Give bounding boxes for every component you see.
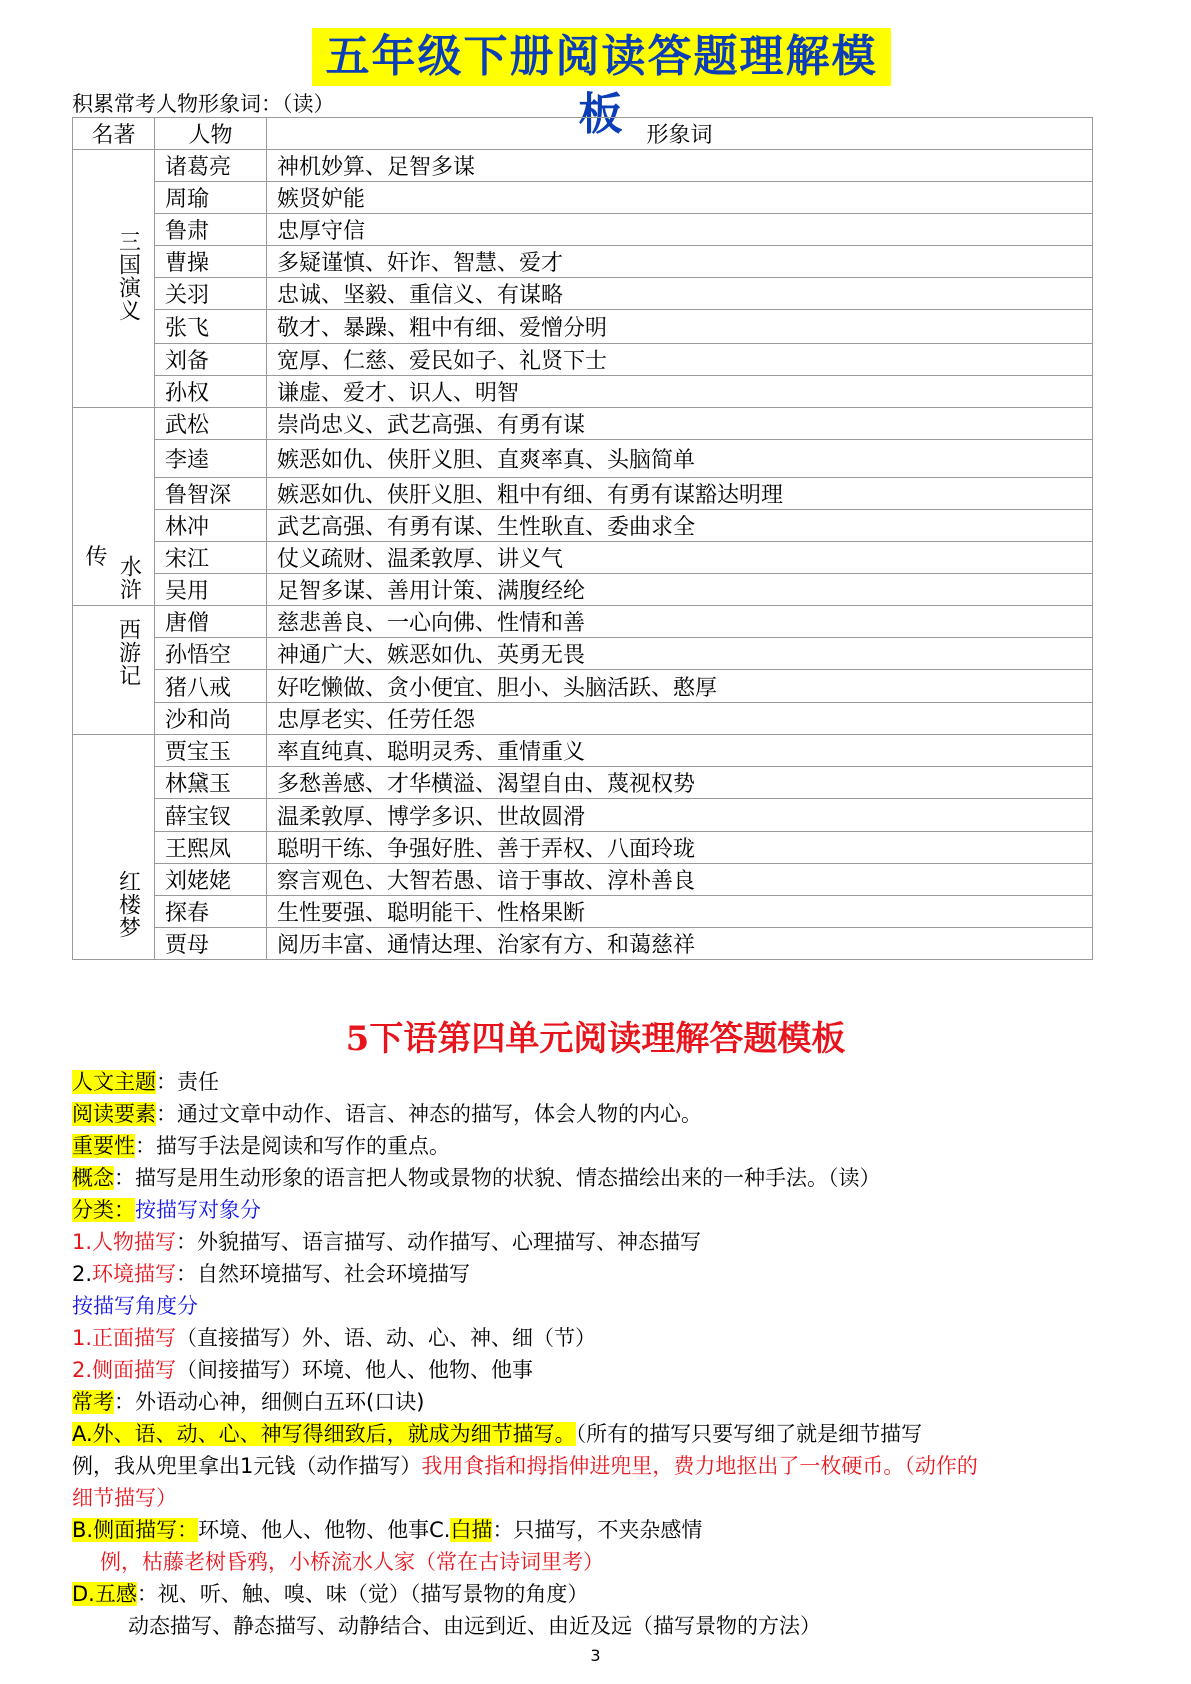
person-cell: 林黛玉 — [155, 767, 267, 799]
element-label: 阅读要素 — [72, 1102, 156, 1126]
b-highlight: B.侧面描写： — [72, 1518, 199, 1542]
person-desc-line — [72, 1228, 701, 1256]
importance-label: 重要性 — [72, 1134, 135, 1158]
person-cell: 探春 — [155, 896, 267, 928]
person-cell: 关羽 — [155, 278, 267, 310]
angle-line: 按描写角度分 — [72, 1294, 198, 1318]
book-title: 西游记 — [115, 618, 141, 687]
importance-text: ：描写手法是阅读和写作的重点。 — [135, 1134, 450, 1158]
table-row — [73, 344, 1093, 376]
b-text: 环境、他人、他物、他事C. — [198, 1518, 451, 1542]
table-row — [73, 767, 1093, 799]
env-desc-line — [72, 1260, 470, 1288]
table-row — [73, 478, 1093, 510]
person-cell: 沙和尚 — [155, 703, 267, 735]
words-cell: 仗义疏财、温柔敦厚、讲义气 — [267, 542, 1093, 574]
book-title: 水浒 — [116, 555, 142, 601]
c-text: ：只描写，不夹杂感情 — [492, 1518, 703, 1542]
often-text: ：外语动心神，细侧白五环(口诀) — [114, 1390, 425, 1414]
table-row — [73, 246, 1093, 278]
book-title: 红楼梦 — [115, 870, 141, 939]
table-row — [73, 606, 1093, 638]
person-cell: 王熙凤 — [155, 832, 267, 864]
a-text: （所有的描写只要写细了就是细节描写 — [575, 1422, 923, 1446]
character-table — [72, 117, 1093, 960]
words-cell: 好吃懒做、贪小便宜、胆小、头脑活跃、憨厚 — [267, 670, 1093, 703]
front-label: 1.正面描写 — [72, 1326, 177, 1350]
importance-line — [72, 1132, 450, 1160]
person-num: 1. — [72, 1230, 93, 1254]
concept-label: 概念 — [72, 1166, 114, 1190]
class-text: 按描写对象分 — [135, 1198, 261, 1222]
words-cell: 神通广大、嫉恶如仇、英勇无畏 — [267, 638, 1093, 670]
person-cell: 李逵 — [155, 440, 267, 478]
person-cell: 曹操 — [155, 246, 267, 278]
person-cell: 宋江 — [155, 542, 267, 574]
words-cell: 忠厚老实、任劳任怨 — [267, 703, 1093, 735]
side-line — [72, 1356, 533, 1384]
words-cell: 忠厚守信 — [267, 214, 1093, 246]
words-cell: 聪明干练、争强好胜、善于弄权、八面玲珑 — [267, 832, 1093, 864]
words-cell: 多疑谨慎、奸诈、智慧、爱才 — [267, 246, 1093, 278]
a-line — [72, 1420, 922, 1448]
person-cell: 孙权 — [155, 376, 267, 408]
person-cell: 猪八戒 — [155, 670, 267, 703]
table-row — [73, 638, 1093, 670]
front-line — [72, 1324, 596, 1352]
table-row — [73, 214, 1093, 246]
front-text: （直接描写）外、语、动、心、神、细（节） — [176, 1326, 597, 1350]
d-text: ：视、听、触、嗅、味（觉）（描写景物的角度） — [136, 1582, 589, 1606]
table-row — [73, 440, 1093, 478]
table-intro: 积累常考人物形象词：（读） — [72, 92, 335, 116]
person-cell: 鲁肃 — [155, 214, 267, 246]
book-cell — [73, 408, 155, 606]
table-row — [73, 799, 1093, 832]
table-row — [73, 832, 1093, 864]
table-row — [73, 864, 1093, 896]
words-cell: 嫉恶如仇、侠肝义胆、粗中有细、有勇有谋豁达明理 — [267, 478, 1093, 510]
person-cell: 周瑜 — [155, 182, 267, 214]
words-cell: 嫉恶如仇、侠肝义胆、直爽率真、头脑简单 — [267, 440, 1093, 478]
b-line — [72, 1516, 702, 1544]
person-cell: 武松 — [155, 408, 267, 440]
env-num: 2. — [72, 1262, 93, 1286]
concept-line — [72, 1164, 881, 1192]
table-row — [73, 150, 1093, 182]
words-cell: 温柔敦厚、博学多识、世故圆滑 — [267, 799, 1093, 832]
words-cell: 谦虚、爱才、识人、明智 — [267, 376, 1093, 408]
table-row — [73, 735, 1093, 767]
section-title: 5下语第四单元阅读理解答题模板 — [345, 1019, 846, 1059]
method-line: 动态描写、静态描写、动静结合、由远到近、由近及远（描写景物的方法） — [128, 1614, 821, 1638]
table-row — [73, 408, 1093, 440]
book-title: 三国演义 — [115, 229, 141, 322]
person-cell: 鲁智深 — [155, 478, 267, 510]
element-line — [72, 1100, 702, 1128]
person-text: ：外貌描写、语言描写、动作描写、心理描写、神态描写 — [176, 1230, 702, 1254]
table-row — [73, 542, 1093, 574]
words-cell: 阅历丰富、通情达理、治家有方、和蔼慈祥 — [267, 928, 1093, 960]
theme-label: 人文主题 — [72, 1070, 156, 1094]
person-cell: 孙悟空 — [155, 638, 267, 670]
person-cell: 唐僧 — [155, 606, 267, 638]
words-cell: 武艺高强、有勇有谋、生性耿直、委曲求全 — [267, 510, 1093, 542]
table-row — [73, 896, 1093, 928]
words-cell: 神机妙算、足智多谋 — [267, 150, 1093, 182]
header-words: 形象词 — [267, 118, 1093, 150]
words-cell: 生性要强、聪明能干、性格果断 — [267, 896, 1093, 928]
element-text: ：通过文章中动作、语言、神态的描写，体会人物的内心。 — [156, 1102, 702, 1126]
table-header-row — [73, 118, 1093, 150]
words-cell: 足智多谋、善用计策、满腹经纶 — [267, 574, 1093, 606]
person-cell: 吴用 — [155, 574, 267, 606]
person-cell: 刘姥姥 — [155, 864, 267, 896]
person-cell: 贾母 — [155, 928, 267, 960]
example1-red: 我用食指和拇指伸进兜里，费力地抠出了一枚硬币。（动作的 — [421, 1454, 978, 1478]
d-highlight: D.五感 — [72, 1582, 137, 1606]
words-cell: 宽厚、仁慈、爱民如子、礼贤下士 — [267, 344, 1093, 376]
book-cell — [73, 606, 155, 735]
side-text: （间接描写）环境、他人、他物、他事 — [176, 1358, 534, 1382]
book-cell — [73, 735, 155, 960]
table-row — [73, 928, 1093, 960]
theme-text: ：责任 — [156, 1070, 219, 1094]
example1-line — [72, 1452, 978, 1480]
side-label: 2.侧面描写 — [72, 1358, 177, 1382]
book-cell — [73, 150, 155, 408]
header-person: 人物 — [155, 118, 267, 150]
book-title-part: 传 — [85, 545, 108, 570]
often-label: 常考 — [72, 1390, 114, 1414]
theme-line — [72, 1068, 219, 1096]
example2-line: 例，枯藤老树昏鸦，小桥流水人家（常在古诗词里考） — [100, 1550, 604, 1574]
words-cell: 率直纯真、聪明灵秀、重情重义 — [267, 735, 1093, 767]
person-cell: 刘备 — [155, 344, 267, 376]
a-highlight: A.外、语、动、心、神写得细致后，就成为细节描写。 — [72, 1422, 576, 1446]
person-cell: 贾宝玉 — [155, 735, 267, 767]
person-label: 人物描写 — [92, 1230, 177, 1254]
table-row — [73, 376, 1093, 408]
class-label: 分类： — [72, 1198, 135, 1222]
person-cell: 诸葛亮 — [155, 150, 267, 182]
often-line — [72, 1388, 424, 1416]
table-row — [73, 574, 1093, 606]
page-number: 3 — [590, 1646, 601, 1665]
words-cell: 察言观色、大智若愚、谙于事故、淳朴善良 — [267, 864, 1093, 896]
person-cell: 薛宝钗 — [155, 799, 267, 832]
env-text: ：自然环境描写、社会环境描写 — [176, 1262, 471, 1286]
table-row — [73, 310, 1093, 344]
words-cell: 多愁善感、才华横溢、渴望自由、蔑视权势 — [267, 767, 1093, 799]
d-line — [72, 1580, 588, 1608]
person-cell: 林冲 — [155, 510, 267, 542]
words-cell: 慈悲善良、一心向佛、性情和善 — [267, 606, 1093, 638]
table-row — [73, 670, 1093, 703]
example1-cont: 细节描写） — [72, 1486, 177, 1510]
person-cell: 张飞 — [155, 310, 267, 344]
page-title: 五年级下册阅读答题理解模板 — [312, 28, 891, 86]
concept-text: ：描写是用生动形象的语言把人物或景物的状貌、情态描绘出来的一种手法。（读） — [114, 1166, 881, 1190]
class-line — [72, 1196, 261, 1224]
words-cell: 嫉贤妒能 — [267, 182, 1093, 214]
table-row — [73, 510, 1093, 542]
words-cell: 忠诚、坚毅、重信义、有谋略 — [267, 278, 1093, 310]
table-row — [73, 703, 1093, 735]
example1-text: 例，我从兜里拿出1元钱（动作描写） — [72, 1454, 422, 1478]
table-row — [73, 182, 1093, 214]
c-highlight: 白描 — [450, 1518, 493, 1542]
words-cell: 崇尚忠义、武艺高强、有勇有谋 — [267, 408, 1093, 440]
words-cell: 敬才、暴躁、粗中有细、爱憎分明 — [267, 310, 1093, 344]
env-label: 环境描写 — [92, 1262, 177, 1286]
header-book: 名著 — [73, 118, 155, 150]
table-row — [73, 278, 1093, 310]
